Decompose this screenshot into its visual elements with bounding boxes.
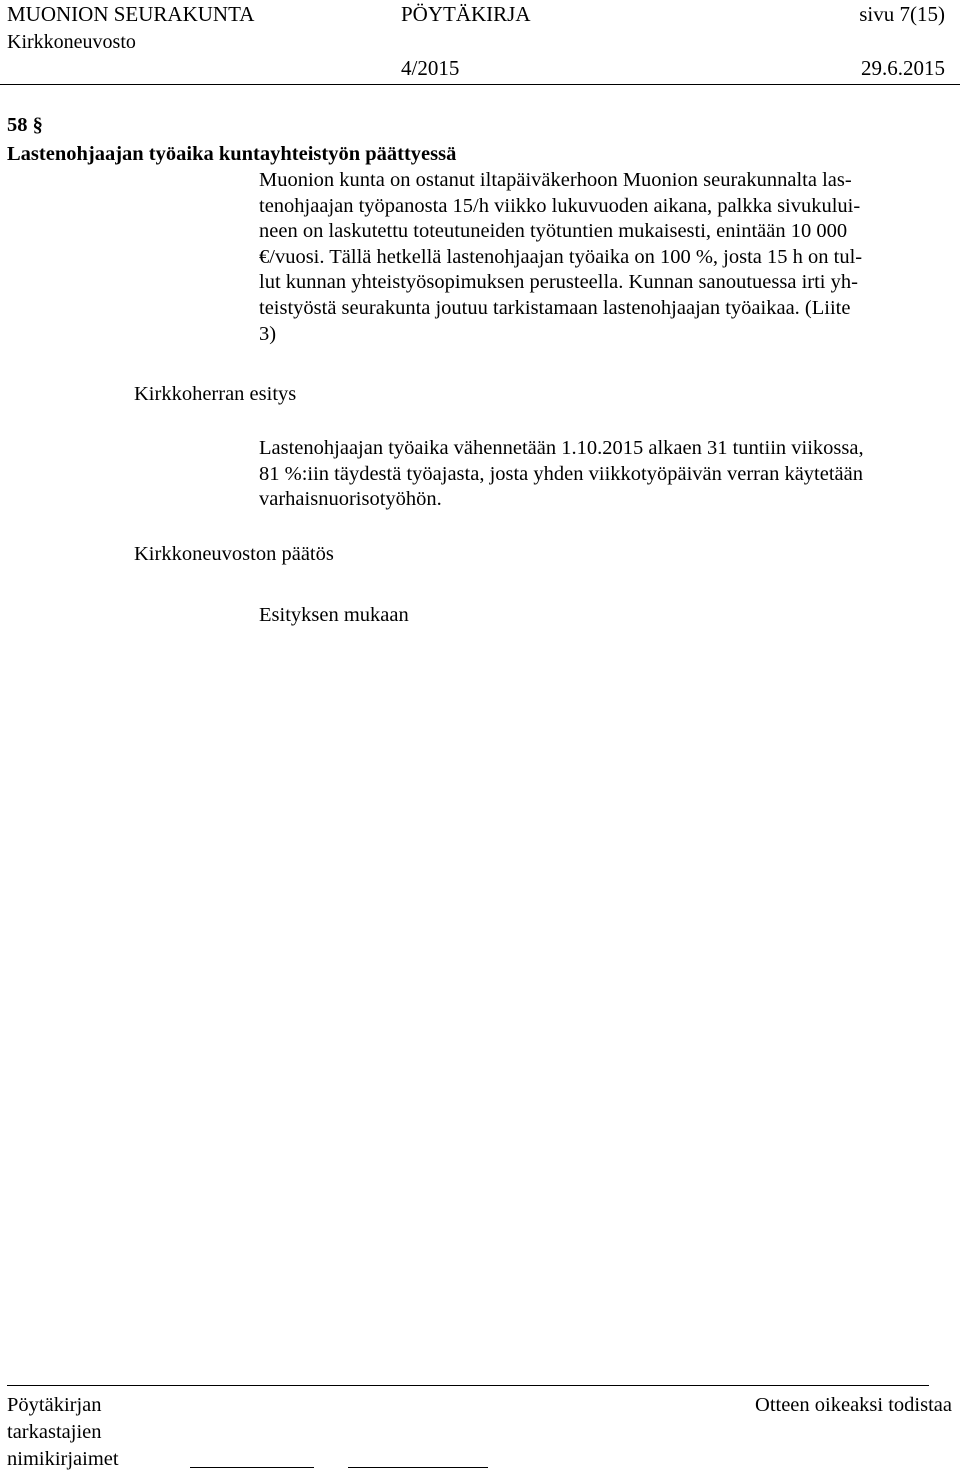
paragraph-line: 3) [259, 322, 277, 345]
item-paragraph [259, 168, 862, 347]
signature-line-2 [348, 1467, 488, 1468]
footer-label-line: nimikirjaimet [7, 1448, 119, 1470]
item-number-value: 58 [7, 114, 28, 136]
footer-initials-label [7, 1392, 119, 1473]
footer-divider [7, 1385, 929, 1386]
paragraph-line: €/vuosi. Tällä hetkellä lastenohjaajan työaika on 100 %, josta 15 h on tul- [259, 245, 863, 268]
decision-heading: Kirkkoneuvoston päätös [134, 543, 334, 565]
footer-label-line: tarkastajien [7, 1421, 102, 1443]
section-sign: § [32, 114, 43, 136]
proposal-heading: Kirkkoherran esitys [134, 383, 297, 405]
page-number: sivu 7(15) [859, 2, 945, 26]
meeting-date: 29.6.2015 [861, 56, 945, 80]
footer-label-line: Pöytäkirjan [7, 1394, 102, 1416]
certification-label: Otteen oikeaksi todistaa [755, 1394, 952, 1416]
paragraph-line: Muonion kunta on ostanut iltapäiväkerhoon Muonion seurakunnalta las- [259, 169, 852, 191]
document-type: PÖYTÄKIRJA [401, 2, 531, 26]
paragraph-line: teistyöstä seurakunta joutuu tarkistamaan lastenohjaajan työaikaa. (Liite [259, 296, 851, 319]
body-name: Kirkkoneuvosto [7, 31, 136, 53]
meeting-number: 4/2015 [401, 56, 460, 80]
item-number [7, 113, 43, 138]
item-title: Lastenohjaajan työaika kuntayhteistyön päättyessä [7, 143, 457, 165]
decision-text: Esityksen mukaan [259, 604, 409, 626]
proposal-line: Lastenohjaajan työaika vähennetään 1.10.2015 alkaen 31 tuntiin viikossa, [259, 437, 864, 459]
paragraph-line: neen on laskutettu toteutuneiden työtuntien mukaisesti, enintään 10 000 [259, 220, 848, 243]
proposal-line: 81 %:iin täydestä työajasta, josta yhden viikkotyöpäivän verran käytetään [259, 462, 863, 485]
org-name: MUONION SEURAKUNTA [7, 2, 255, 26]
proposal-text [259, 436, 864, 513]
proposal-line: varhaisnuorisotyöhön. [259, 488, 442, 511]
header-divider [0, 84, 960, 85]
signature-line-1 [190, 1467, 314, 1468]
paragraph-line: tenohjaajan työpanosta 15/h viikko lukuvuoden aikana, palkka sivukului- [259, 194, 861, 217]
paragraph-line: lut kunnan yhteistyösopimuksen perusteella. Kunnan sanoutuessa irti yh- [259, 271, 858, 294]
